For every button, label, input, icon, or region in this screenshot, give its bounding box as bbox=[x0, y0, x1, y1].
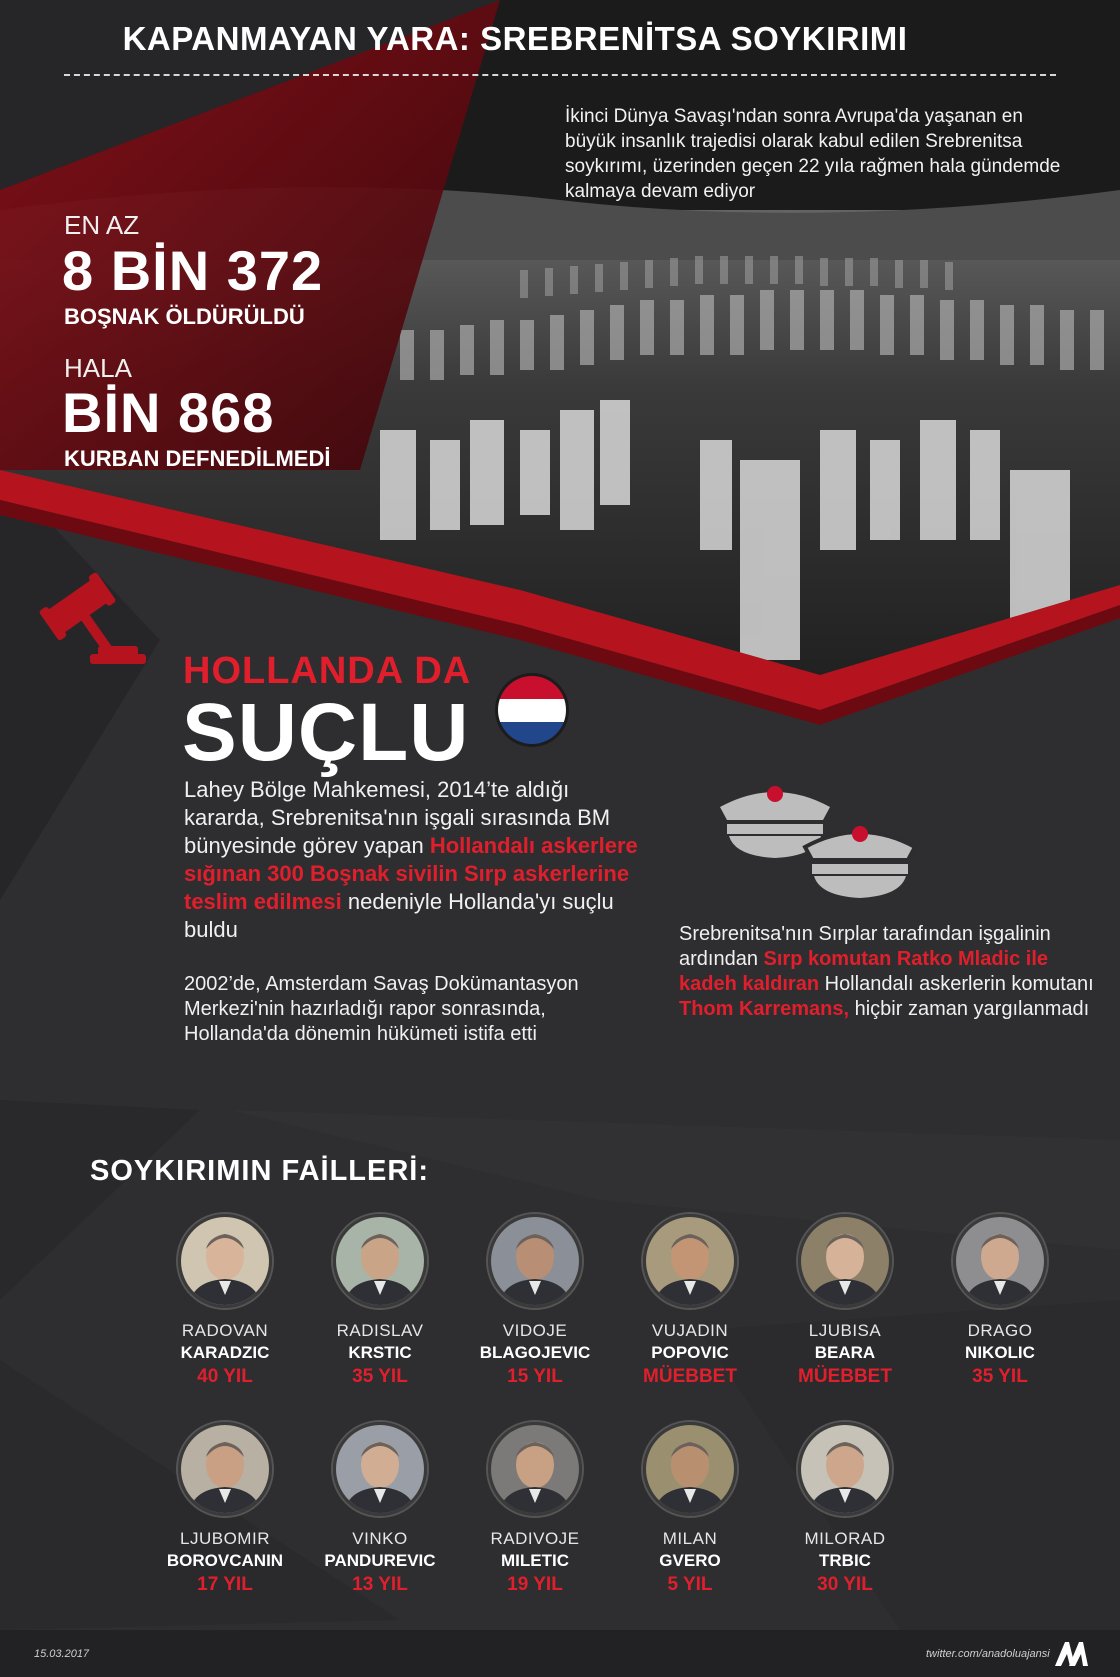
karremans-text bbox=[679, 922, 1099, 1022]
court-ruling-text-part: Lahey Bölge Mahkemesi, 2014’te aldığı kararda, Srebrenitsa'nın işgali sırasında BM bünyesinde görev yapan bbox=[184, 777, 611, 858]
mladic-highlight: Sırp komutan Ratko Mladic ile kadeh kaldıran bbox=[679, 948, 1049, 995]
title-divider bbox=[64, 74, 1056, 76]
perpetrator-card bbox=[460, 1422, 610, 1596]
perpetrator-card bbox=[770, 1214, 920, 1388]
karremans-text-part: Srebrenitsa'nın Sırplar tarafından işgalinin ardından bbox=[679, 923, 1051, 970]
netherlands-heading: HOLLANDA DA bbox=[183, 650, 472, 692]
perpetrator-sentence: 13 YIL bbox=[352, 1574, 408, 1595]
perpetrator-last-name: TRBIC bbox=[819, 1551, 871, 1570]
perpetrator-card bbox=[150, 1422, 300, 1596]
perpetrator-card bbox=[770, 1422, 920, 1596]
avatar bbox=[333, 1422, 427, 1516]
perpetrator-first-name: DRAGO bbox=[967, 1321, 1033, 1340]
perpetrator-sentence: 35 YIL bbox=[972, 1366, 1028, 1387]
court-ruling-text-end: nedeniyle Hollanda'yı suçlu buldu bbox=[184, 889, 614, 942]
twitter-handle: twitter.com/anadoluajansi bbox=[926, 1648, 1050, 1660]
karremans-name-highlight: Thom Karremans, bbox=[679, 998, 850, 1020]
avatar bbox=[178, 1422, 272, 1516]
page-title: KAPANMAYAN YARA: SREBRENİTSA SOYKIRIMI bbox=[122, 20, 908, 57]
court-ruling-highlight: Hollandalı askerlere sığınan 300 Boşnak sivilin Sırp askerlerine teslim edilmesi bbox=[184, 833, 638, 914]
guilty-heading: SUÇLU bbox=[182, 687, 470, 778]
perpetrator-sentence: 5 YIL bbox=[667, 1574, 713, 1595]
avatar bbox=[488, 1422, 582, 1516]
avatar bbox=[178, 1214, 272, 1308]
killed-value: 8 BİN 372 bbox=[62, 239, 324, 302]
publish-date: 15.03.2017 bbox=[34, 1648, 90, 1660]
perpetrator-sentence: 35 YIL bbox=[352, 1366, 408, 1387]
perpetrator-first-name: VIDOJE bbox=[502, 1321, 568, 1340]
perpetrator-sentence: MÜEBBET bbox=[643, 1366, 737, 1387]
avatar bbox=[953, 1214, 1047, 1308]
perpetrator-first-name: RADISLAV bbox=[336, 1321, 424, 1340]
perpetrator-sentence: 17 YIL bbox=[197, 1574, 253, 1595]
avatar bbox=[798, 1214, 892, 1308]
perpetrator-last-name: MILETIC bbox=[501, 1551, 569, 1570]
perpetrator-card bbox=[150, 1214, 300, 1388]
perpetrator-last-name: NIKOLIC bbox=[965, 1343, 1035, 1362]
perpetrators-heading: SOYKIRIMIN FAİLLERİ: bbox=[90, 1155, 429, 1187]
perpetrator-last-name: BOROVCANIN bbox=[166, 1551, 284, 1570]
perpetrator-card bbox=[925, 1214, 1075, 1388]
perpetrator-first-name: VUJADIN bbox=[651, 1321, 729, 1340]
perpetrator-last-name: POPOVIC bbox=[651, 1343, 729, 1362]
killed-label: BOŞNAK ÖLDÜRÜLDÜ bbox=[64, 304, 305, 329]
unburied-value: BİN 868 bbox=[62, 381, 275, 444]
perpetrator-card bbox=[305, 1422, 455, 1596]
perpetrator-card bbox=[615, 1214, 765, 1388]
court-ruling-text bbox=[184, 776, 654, 944]
perpetrator-first-name: LJUBISA bbox=[808, 1321, 882, 1340]
avatar bbox=[333, 1214, 427, 1308]
perpetrator-card bbox=[305, 1214, 455, 1388]
perpetrator-last-name: KRSTIC bbox=[348, 1343, 412, 1362]
avatar bbox=[488, 1214, 582, 1308]
karremans-text-middle: Hollandalı askerlerin komutanı bbox=[819, 973, 1094, 995]
avatar bbox=[643, 1214, 737, 1308]
netherlands-flag-icon bbox=[494, 672, 570, 753]
unburied-label: KURBAN DEFNEDİLMEDİ bbox=[64, 446, 331, 471]
unburied-prefix: HALA bbox=[64, 353, 132, 383]
perpetrator-sentence: 30 YIL bbox=[817, 1574, 873, 1595]
anadolu-agency-logo bbox=[1053, 1638, 1089, 1673]
perpetrator-card bbox=[460, 1214, 610, 1388]
perpetrator-last-name: BLAGOJEVIC bbox=[479, 1343, 591, 1362]
killed-prefix: EN AZ bbox=[64, 210, 140, 240]
government-resignation-text: 2002’de, Amsterdam Savaş Dokümantasyon Merkezi'nin hazırladığı rapor sonrasında, Hollanda'da dönemin hükümeti istifa etti bbox=[184, 973, 579, 1045]
perpetrator-last-name: KARADZIC bbox=[180, 1343, 270, 1362]
perpetrator-last-name: PANDUREVIC bbox=[324, 1551, 436, 1570]
perpetrator-first-name: MILORAD bbox=[804, 1529, 886, 1548]
intro-text: İkinci Dünya Savaşı'ndan sonra Avrupa'da yaşanan en büyük insanlık trajedisi olarak kabul edilen Srebrenitsa soykırımı, üzerinden geçen 22 yıla rağmen hala gündemde kalmaya devam ediyor bbox=[565, 106, 1061, 202]
karremans-text-end: hiçbir zaman yargılanmadı bbox=[849, 998, 1090, 1020]
perpetrator-sentence: 40 YIL bbox=[197, 1366, 253, 1387]
avatar bbox=[798, 1422, 892, 1516]
perpetrator-first-name: MILAN bbox=[662, 1529, 718, 1548]
perpetrator-last-name: BEARA bbox=[814, 1343, 876, 1362]
perpetrator-last-name: GVERO bbox=[659, 1551, 721, 1570]
perpetrator-first-name: RADIVOJE bbox=[490, 1529, 580, 1548]
perpetrator-first-name: LJUBOMIR bbox=[180, 1529, 270, 1548]
perpetrator-sentence: MÜEBBET bbox=[798, 1366, 892, 1387]
perpetrator-sentence: 15 YIL bbox=[507, 1366, 563, 1387]
perpetrator-card bbox=[615, 1422, 765, 1596]
gavel-icon bbox=[30, 572, 150, 677]
avatar bbox=[643, 1422, 737, 1516]
soldier-caps-icon bbox=[715, 772, 935, 907]
perpetrator-first-name: VINKO bbox=[352, 1529, 408, 1548]
perpetrator-sentence: 19 YIL bbox=[507, 1574, 563, 1595]
perpetrator-first-name: RADOVAN bbox=[181, 1321, 269, 1340]
